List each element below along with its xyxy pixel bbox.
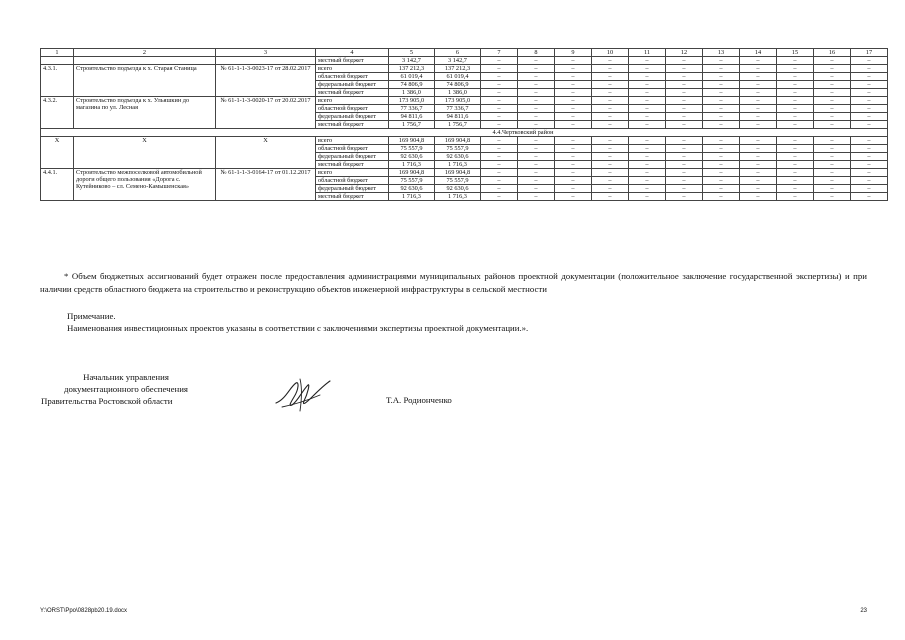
empty-amount-cell: – — [814, 105, 851, 113]
amount-total-cell: 92 630,6 — [389, 185, 435, 193]
empty-amount-cell: – — [518, 153, 555, 161]
empty-amount-cell: – — [851, 153, 888, 161]
expertise-doc-cell: Х — [216, 137, 316, 169]
amount-total-cell: 75 557,9 — [389, 177, 435, 185]
project-name-cell — [74, 57, 216, 65]
column-number: 17 — [851, 49, 888, 57]
empty-amount-cell: – — [777, 145, 814, 153]
empty-amount-cell: – — [518, 73, 555, 81]
empty-amount-cell: – — [555, 145, 592, 153]
note-title: Примечание. — [67, 311, 116, 321]
amount-year-cell: 169 904,8 — [435, 137, 481, 145]
empty-amount-cell: – — [777, 161, 814, 169]
funding-source-cell: областной бюджет — [316, 105, 389, 113]
empty-amount-cell: – — [666, 89, 703, 97]
amount-total-cell: 137 212,3 — [389, 65, 435, 73]
budget-footnote: * Объем бюджетных ассигнований будет отражен после предоставления администрациями муниципальных районов проектной документации (положительное заключение государственной экспертизы) и при наличии средств областного бюджета на строительство и реконструкцию объектов инженерной инфраструктуры в сельской местности — [40, 271, 867, 294]
project-name-cell: Строительство межпоселковой автомобильной дороги общего пользования «Дорога с. Кутейниково – сл. Семено-Камышенская» — [74, 169, 216, 201]
empty-amount-cell: – — [666, 145, 703, 153]
empty-amount-cell: – — [851, 161, 888, 169]
amount-total-cell: 3 142,7 — [389, 57, 435, 65]
amount-total-cell: 75 557,9 — [389, 145, 435, 153]
empty-amount-cell: – — [518, 177, 555, 185]
amount-year-cell: 1 716,3 — [435, 161, 481, 169]
funding-source-cell: областной бюджет — [316, 73, 389, 81]
empty-amount-cell: – — [518, 57, 555, 65]
empty-amount-cell: – — [592, 185, 629, 193]
empty-amount-cell: – — [518, 145, 555, 153]
empty-amount-cell: – — [703, 177, 740, 185]
empty-amount-cell: – — [851, 105, 888, 113]
empty-amount-cell: – — [851, 65, 888, 73]
signer-position — [40, 371, 212, 407]
empty-amount-cell: – — [481, 105, 518, 113]
funding-source-cell: всего — [316, 137, 389, 145]
empty-amount-cell: – — [481, 161, 518, 169]
funding-source-cell: местный бюджет — [316, 57, 389, 65]
empty-amount-cell: – — [740, 57, 777, 65]
empty-amount-cell: – — [703, 145, 740, 153]
amount-total-cell: 74 806,9 — [389, 81, 435, 89]
funding-source-cell: всего — [316, 65, 389, 73]
empty-amount-cell: – — [740, 121, 777, 129]
empty-amount-cell: – — [740, 105, 777, 113]
funding-source-cell: всего — [316, 97, 389, 105]
column-number: 7 — [481, 49, 518, 57]
empty-amount-cell: – — [666, 177, 703, 185]
empty-amount-cell: – — [777, 89, 814, 97]
expertise-doc-cell: № 61-1-1-3-0020-17 от 20.02.2017 — [216, 97, 316, 129]
row-number-cell: Х — [41, 137, 74, 169]
amount-total-cell: 1 716,3 — [389, 193, 435, 201]
empty-amount-cell: – — [555, 97, 592, 105]
empty-amount-cell: – — [629, 105, 666, 113]
funding-source-cell: всего — [316, 169, 389, 177]
empty-amount-cell: – — [481, 185, 518, 193]
column-number: 16 — [814, 49, 851, 57]
file-path: Y:\ORST\Ppo\0828pb20.19.docx — [40, 608, 128, 614]
empty-amount-cell: – — [555, 169, 592, 177]
amount-total-cell: 169 904,8 — [389, 137, 435, 145]
empty-amount-cell: – — [592, 73, 629, 81]
empty-amount-cell: – — [777, 105, 814, 113]
region-title: 4.4.Чертковский район — [41, 129, 888, 137]
empty-amount-cell: – — [592, 161, 629, 169]
empty-amount-cell: – — [666, 113, 703, 121]
empty-amount-cell: – — [592, 153, 629, 161]
funding-source-cell: местный бюджет — [316, 193, 389, 201]
empty-amount-cell: – — [666, 185, 703, 193]
amount-year-cell: 1 756,7 — [435, 121, 481, 129]
empty-amount-cell: – — [666, 97, 703, 105]
empty-amount-cell: – — [629, 193, 666, 201]
empty-amount-cell: – — [481, 153, 518, 161]
amount-total-cell: 169 904,8 — [389, 169, 435, 177]
empty-amount-cell: – — [777, 113, 814, 121]
empty-amount-cell: – — [703, 73, 740, 81]
region-row — [41, 129, 888, 137]
amount-total-cell: 94 811,6 — [389, 113, 435, 121]
funding-source-cell: федеральный бюджет — [316, 81, 389, 89]
empty-amount-cell: – — [555, 73, 592, 81]
empty-amount-cell: – — [777, 81, 814, 89]
empty-amount-cell: – — [518, 137, 555, 145]
empty-amount-cell: – — [629, 145, 666, 153]
table-row — [41, 137, 888, 145]
empty-amount-cell: – — [629, 185, 666, 193]
empty-amount-cell: – — [592, 97, 629, 105]
empty-amount-cell: – — [518, 65, 555, 73]
table-row — [41, 57, 888, 65]
row-number-cell: 4.4.1. — [41, 169, 74, 201]
empty-amount-cell: – — [518, 97, 555, 105]
empty-amount-cell: – — [518, 81, 555, 89]
empty-amount-cell: – — [555, 89, 592, 97]
empty-amount-cell: – — [592, 105, 629, 113]
empty-amount-cell: – — [814, 185, 851, 193]
empty-amount-cell: – — [481, 81, 518, 89]
empty-amount-cell: – — [555, 137, 592, 145]
empty-amount-cell: – — [777, 97, 814, 105]
empty-amount-cell: – — [740, 73, 777, 81]
empty-amount-cell: – — [740, 169, 777, 177]
amount-year-cell: 94 811,6 — [435, 113, 481, 121]
empty-amount-cell: – — [703, 169, 740, 177]
project-name-cell: Строительство подъезда к х. Старая Станица — [74, 65, 216, 97]
empty-amount-cell: – — [814, 145, 851, 153]
amount-year-cell: 92 630,6 — [435, 185, 481, 193]
empty-amount-cell: – — [740, 137, 777, 145]
empty-amount-cell: – — [740, 153, 777, 161]
column-number: 13 — [703, 49, 740, 57]
empty-amount-cell: – — [777, 121, 814, 129]
empty-amount-cell: – — [851, 169, 888, 177]
funding-source-cell: федеральный бюджет — [316, 113, 389, 121]
funding-source-cell: местный бюджет — [316, 121, 389, 129]
empty-amount-cell: – — [851, 145, 888, 153]
empty-amount-cell: – — [629, 121, 666, 129]
amount-year-cell: 1 716,3 — [435, 193, 481, 201]
empty-amount-cell: – — [851, 137, 888, 145]
empty-amount-cell: – — [592, 137, 629, 145]
empty-amount-cell: – — [518, 169, 555, 177]
empty-amount-cell: – — [703, 121, 740, 129]
empty-amount-cell: – — [740, 185, 777, 193]
amount-total-cell: 1 716,3 — [389, 161, 435, 169]
empty-amount-cell: – — [481, 89, 518, 97]
empty-amount-cell: – — [555, 177, 592, 185]
signer-name: Т.А. Родионченко — [386, 395, 452, 405]
empty-amount-cell: – — [629, 81, 666, 89]
empty-amount-cell: – — [666, 161, 703, 169]
empty-amount-cell: – — [703, 113, 740, 121]
empty-amount-cell: – — [592, 177, 629, 185]
empty-amount-cell: – — [666, 121, 703, 129]
column-number: 1 — [41, 49, 74, 57]
empty-amount-cell: – — [518, 185, 555, 193]
empty-amount-cell: – — [666, 169, 703, 177]
handwritten-signature — [272, 375, 336, 415]
empty-amount-cell: – — [814, 65, 851, 73]
empty-amount-cell: – — [740, 177, 777, 185]
empty-amount-cell: – — [592, 169, 629, 177]
empty-amount-cell: – — [814, 169, 851, 177]
empty-amount-cell: – — [518, 161, 555, 169]
empty-amount-cell: – — [555, 121, 592, 129]
amount-year-cell: 173 905,0 — [435, 97, 481, 105]
table-row — [41, 97, 888, 105]
funding-source-cell: областной бюджет — [316, 145, 389, 153]
empty-amount-cell: – — [555, 113, 592, 121]
empty-amount-cell: – — [481, 145, 518, 153]
empty-amount-cell: – — [851, 177, 888, 185]
empty-amount-cell: – — [555, 185, 592, 193]
empty-amount-cell: – — [703, 65, 740, 73]
empty-amount-cell: – — [814, 97, 851, 105]
empty-amount-cell: – — [555, 193, 592, 201]
empty-amount-cell: – — [777, 153, 814, 161]
budget-table-body — [41, 49, 888, 201]
empty-amount-cell: – — [629, 57, 666, 65]
empty-amount-cell: – — [740, 65, 777, 73]
column-number: 15 — [777, 49, 814, 57]
empty-amount-cell: – — [481, 121, 518, 129]
empty-amount-cell: – — [851, 89, 888, 97]
row-number-cell: 4.3.1. — [41, 65, 74, 97]
empty-amount-cell: – — [666, 73, 703, 81]
amount-year-cell: 61 019,4 — [435, 73, 481, 81]
signer-position-line: документационного обеспечения — [64, 384, 188, 394]
empty-amount-cell: – — [555, 161, 592, 169]
empty-amount-cell: – — [703, 105, 740, 113]
empty-amount-cell: – — [814, 57, 851, 65]
empty-amount-cell: – — [629, 113, 666, 121]
project-name-cell: Х — [74, 137, 216, 169]
expertise-doc-cell: № 61-1-1-3-0023-17 от 28.02.2017 — [216, 65, 316, 97]
amount-year-cell: 92 630,6 — [435, 153, 481, 161]
empty-amount-cell: – — [814, 73, 851, 81]
empty-amount-cell: – — [703, 185, 740, 193]
empty-amount-cell: – — [740, 81, 777, 89]
empty-amount-cell: – — [555, 81, 592, 89]
empty-amount-cell: – — [777, 169, 814, 177]
row-number-cell: 4.3.2. — [41, 97, 74, 129]
empty-amount-cell: – — [777, 73, 814, 81]
column-number: 8 — [518, 49, 555, 57]
column-number: 5 — [389, 49, 435, 57]
empty-amount-cell: – — [592, 113, 629, 121]
empty-amount-cell: – — [666, 57, 703, 65]
empty-amount-cell: – — [666, 137, 703, 145]
empty-amount-cell: – — [851, 193, 888, 201]
empty-amount-cell: – — [555, 153, 592, 161]
empty-amount-cell: – — [814, 177, 851, 185]
empty-amount-cell: – — [740, 97, 777, 105]
empty-amount-cell: – — [703, 97, 740, 105]
funding-source-cell: местный бюджет — [316, 89, 389, 97]
column-number: 10 — [592, 49, 629, 57]
amount-total-cell: 61 019,4 — [389, 73, 435, 81]
empty-amount-cell: – — [481, 193, 518, 201]
amount-total-cell: 1 756,7 — [389, 121, 435, 129]
empty-amount-cell: – — [814, 89, 851, 97]
empty-amount-cell: – — [814, 137, 851, 145]
empty-amount-cell: – — [629, 97, 666, 105]
empty-amount-cell: – — [740, 89, 777, 97]
amount-year-cell: 3 142,7 — [435, 57, 481, 65]
expertise-doc-cell — [216, 57, 316, 65]
column-number: 9 — [555, 49, 592, 57]
empty-amount-cell: – — [629, 161, 666, 169]
empty-amount-cell: – — [703, 153, 740, 161]
column-number: 12 — [666, 49, 703, 57]
empty-amount-cell: – — [740, 193, 777, 201]
empty-amount-cell: – — [666, 193, 703, 201]
budget-table — [40, 48, 888, 201]
funding-source-cell: федеральный бюджет — [316, 153, 389, 161]
empty-amount-cell: – — [777, 57, 814, 65]
empty-amount-cell: – — [740, 145, 777, 153]
empty-amount-cell: – — [481, 97, 518, 105]
empty-amount-cell: – — [518, 121, 555, 129]
empty-amount-cell: – — [629, 137, 666, 145]
funding-source-cell: федеральный бюджет — [316, 185, 389, 193]
empty-amount-cell: – — [592, 81, 629, 89]
amount-year-cell: 169 904,8 — [435, 169, 481, 177]
amount-year-cell: 1 386,0 — [435, 89, 481, 97]
header-row — [41, 49, 888, 57]
column-number: 2 — [74, 49, 216, 57]
empty-amount-cell: – — [555, 65, 592, 73]
amount-year-cell: 75 557,9 — [435, 177, 481, 185]
empty-amount-cell: – — [629, 169, 666, 177]
empty-amount-cell: – — [851, 185, 888, 193]
column-number: 11 — [629, 49, 666, 57]
empty-amount-cell: – — [814, 153, 851, 161]
empty-amount-cell: – — [592, 121, 629, 129]
column-number: 14 — [740, 49, 777, 57]
empty-amount-cell: – — [777, 65, 814, 73]
empty-amount-cell: – — [777, 137, 814, 145]
empty-amount-cell: – — [851, 73, 888, 81]
empty-amount-cell: – — [481, 177, 518, 185]
empty-amount-cell: – — [777, 177, 814, 185]
amount-total-cell: 92 630,6 — [389, 153, 435, 161]
empty-amount-cell: – — [629, 153, 666, 161]
table-row — [41, 169, 888, 177]
empty-amount-cell: – — [481, 73, 518, 81]
empty-amount-cell: – — [592, 193, 629, 201]
empty-amount-cell: – — [629, 177, 666, 185]
empty-amount-cell: – — [592, 57, 629, 65]
empty-amount-cell: – — [851, 57, 888, 65]
amount-total-cell: 1 386,0 — [389, 89, 435, 97]
empty-amount-cell: – — [629, 73, 666, 81]
table-row — [41, 65, 888, 73]
empty-amount-cell: – — [740, 161, 777, 169]
empty-amount-cell: – — [777, 185, 814, 193]
empty-amount-cell: – — [703, 81, 740, 89]
empty-amount-cell: – — [666, 105, 703, 113]
empty-amount-cell: – — [851, 121, 888, 129]
empty-amount-cell: – — [481, 65, 518, 73]
empty-amount-cell: – — [518, 105, 555, 113]
empty-amount-cell: – — [814, 113, 851, 121]
expertise-doc-cell: № 61-1-1-3-0164-17 от 01.12.2017 — [216, 169, 316, 201]
empty-amount-cell: – — [851, 113, 888, 121]
page-number: 23 — [860, 608, 867, 614]
empty-amount-cell: – — [703, 161, 740, 169]
empty-amount-cell: – — [666, 81, 703, 89]
empty-amount-cell: – — [703, 193, 740, 201]
empty-amount-cell: – — [518, 89, 555, 97]
amount-year-cell: 77 336,7 — [435, 105, 481, 113]
amount-year-cell: 137 212,3 — [435, 65, 481, 73]
amount-year-cell: 75 557,9 — [435, 145, 481, 153]
empty-amount-cell: – — [703, 57, 740, 65]
empty-amount-cell: – — [481, 113, 518, 121]
empty-amount-cell: – — [481, 57, 518, 65]
empty-amount-cell: – — [481, 169, 518, 177]
empty-amount-cell: – — [555, 105, 592, 113]
empty-amount-cell: – — [592, 145, 629, 153]
column-number: 6 — [435, 49, 481, 57]
empty-amount-cell: – — [814, 193, 851, 201]
empty-amount-cell: – — [777, 193, 814, 201]
empty-amount-cell: – — [592, 89, 629, 97]
empty-amount-cell: – — [703, 137, 740, 145]
empty-amount-cell: – — [629, 65, 666, 73]
empty-amount-cell: – — [592, 65, 629, 73]
empty-amount-cell: – — [851, 81, 888, 89]
project-name-cell: Строительство подъезда к х. Ульяшкин до магазина по ул. Лесная — [74, 97, 216, 129]
amount-total-cell: 173 905,0 — [389, 97, 435, 105]
column-number: 3 — [216, 49, 316, 57]
empty-amount-cell: – — [629, 89, 666, 97]
empty-amount-cell: – — [518, 113, 555, 121]
empty-amount-cell: – — [740, 113, 777, 121]
empty-amount-cell: – — [555, 57, 592, 65]
empty-amount-cell: – — [851, 97, 888, 105]
empty-amount-cell: – — [666, 153, 703, 161]
empty-amount-cell: – — [814, 81, 851, 89]
row-number-cell — [41, 57, 74, 65]
empty-amount-cell: – — [481, 137, 518, 145]
empty-amount-cell: – — [518, 193, 555, 201]
empty-amount-cell: – — [814, 161, 851, 169]
note-text: Наименования инвестиционных проектов указаны в соответствии с заключениями экспертизы проектной документации.». — [67, 323, 529, 333]
empty-amount-cell: – — [666, 65, 703, 73]
amount-year-cell: 74 806,9 — [435, 81, 481, 89]
signer-position-line: Правительства Ростовской области — [41, 396, 173, 406]
column-number: 4 — [316, 49, 389, 57]
amount-total-cell: 77 336,7 — [389, 105, 435, 113]
funding-source-cell: местный бюджет — [316, 161, 389, 169]
signer-position-line: Начальник управления — [83, 372, 169, 382]
empty-amount-cell: – — [814, 121, 851, 129]
funding-source-cell: областной бюджет — [316, 177, 389, 185]
empty-amount-cell: – — [703, 89, 740, 97]
